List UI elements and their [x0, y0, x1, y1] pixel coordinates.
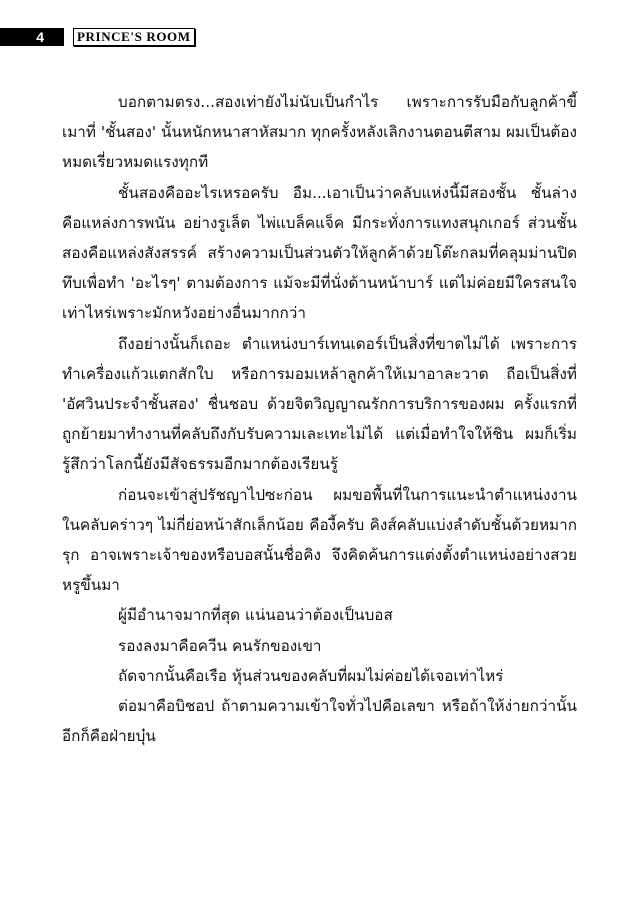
- page-number-badge: [0, 28, 64, 46]
- paragraph: ถึงอย่างนั้นก็เถอะ ตำแหน่งบาร์เทนเดอร์เป็นสิ่งที่ขาดไม่ได้ เพราะการทำเครื่องแก้วแตกสักใบ หรือการมอมเหล้าลูกค้าให้เมาอาละวาด ถือเป็นสิ่งที่ 'อัศวินประจำชั้นสอง' ชื่นชอบ ด้วยจิตวิญญาณรักการบริการของผม ครั้งแรกที่ถูกย้ายมาทำงานที่คลับถึงกับรับความเละเทะไม่ได้ แต่เมื่อทำใจให้ชิน ผมก็เริ่มรู้สึกว่าโลกนี้ยังมีสัจธรรมอีกมากต้องเรียนรู้: [62, 334, 577, 474]
- paragraph: ก่อนจะเข้าสู่ปรัชญาไปซะก่อน ผมขอพื้นที่ในการแนะนำตำแหน่งงานในคลับคร่าวๆ ไม่กี่ย่อหน้าสักเล็กน้อย คืองี้ครับ คิงส์คลับแบ่งลำดับชั้นด้วยหมากรุก อาจเพราะเจ้าของหรือบอสนั้นชื่อคิง จึงคิดค้นการแต่งตั้งตำแหน่งอย่างสวยหรูขึ้นมา: [62, 485, 577, 595]
- paragraph: ถัดจากนั้นคือเรือ หุ้นส่วนของคลับที่ผมไม่ค่อยได้เจอเท่าไหร่: [118, 666, 504, 685]
- page-number: 4: [36, 29, 44, 45]
- body-text: [62, 87, 577, 751]
- paragraph: รองลงมาคือควีน คนรักของเขา: [118, 636, 322, 655]
- paragraph: บอกตามตรง...สองเท่ายังไม่นับเป็นกำไร เพราะการรับมือกับลูกค้าขี้เมาที่ 'ชั้นสอง' นั้นหนักหนาสาหัสมาก ทุกครั้งหลังเลิกงานตอนตีสาม ผมเป็นต้องหมดเรี่ยวหมดแรงทุกที: [62, 93, 577, 172]
- paragraph: ต่อมาคือบิชอป ถ้าตามความเข้าใจทั่วไปคือเลขา หรือถ้าให้ง่ายกว่านั้นอีกก็คือฝ่ายบุ๋น: [62, 697, 577, 746]
- page-header: [0, 28, 639, 46]
- running-title: PRINCE'S ROOM: [73, 28, 195, 46]
- paragraph: ผู้มีอำนาจมากที่สุด แน่นอนว่าต้องเป็นบอส: [118, 606, 393, 625]
- paragraph: ชั้นสองคืออะไรเหรอครับ อืม...เอาเป็นว่าคลับแห่งนี้มีสองชั้น ชั้นล่างคือแหล่งการพนัน อย่างรูเล็ต ไพ่แบล็คแจ็ค มีกระทั่งการแทงสนุกเกอร์ ส่วนชั้นสองคือแหล่งสังสรรค์ สร้างความเป็นส่วนตัวให้ลูกค้าด้วยโต๊ะกลมที่คลุมม่านปิดทึบเพื่อทำ 'อะไรๆ' ตามต้องการ แม้จะมีที่นั่งด้านหน้าบาร์ แต่ไม่ค่อยมีใครสนใจเท่าไหร่เพราะมักหวังอย่างอื่นมากกว่า: [62, 183, 577, 323]
